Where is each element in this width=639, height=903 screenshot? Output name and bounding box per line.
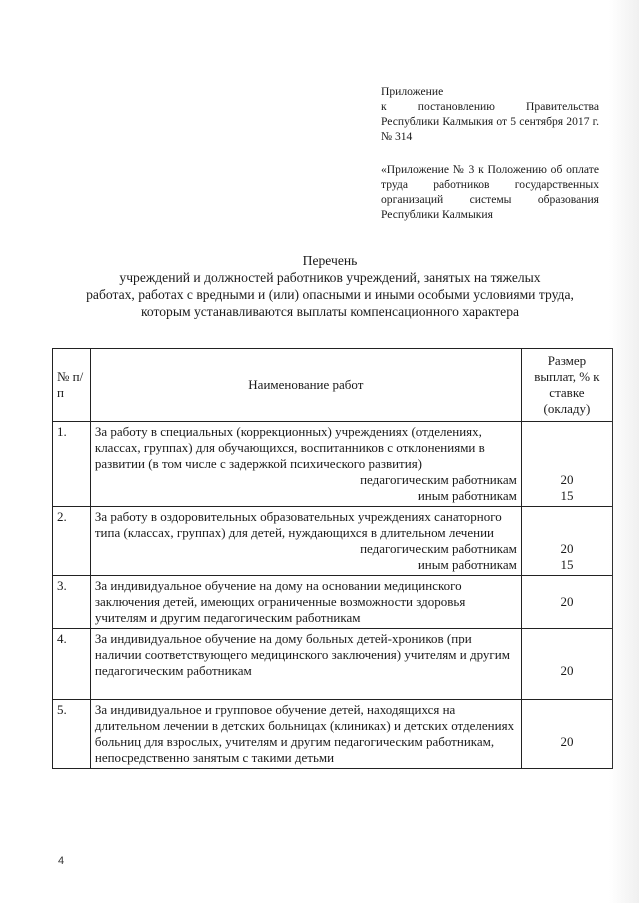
table-row [53, 700, 613, 769]
row-rate: 20 [521, 700, 612, 769]
sub-label: педагогическим работникам [360, 541, 517, 556]
row-num: 3. [53, 576, 91, 629]
row-rate: 20 [521, 576, 612, 629]
row-text: За индивидуальное обучение на дому больных детей-хроников (при наличии соответствующего медицинского заключения) учителям и другим педагогическим работникам [90, 629, 521, 700]
sub-rate: 15 [560, 488, 574, 503]
row-text: За работу в оздоровительных образовательных учреждениях санаторного типа (классах, группах) для детей, нуждающихся в длительном лечении [94, 509, 502, 540]
heading-line-1: учреждений и должностей работников учреждений, занятых на тяжелых [119, 270, 541, 285]
row-text: За индивидуальное и групповое обучение детей, находящихся на длительном лечении в детских больницах (клиниках) и детских отделениях больниц для взрослых, учителям и другим педагогическим работникам, непосредственно занятым с такими детьми [90, 700, 521, 769]
heading-line-2: работах, работах с вредными и (или) опасными и иными особыми условиями труда, [86, 287, 574, 302]
list-heading [50, 252, 610, 320]
scan-edge-shadow [609, 0, 639, 903]
compensation-table [52, 348, 613, 769]
sub-rate: 15 [560, 557, 574, 572]
row-rate: 20 [521, 629, 612, 700]
row-num: 4. [53, 629, 91, 700]
header-num: № п/п [53, 349, 91, 422]
row-text-cell [90, 422, 521, 507]
appendix-reference: «Приложение № 3 к Положению об оплате труда работников государственных организаций системы образования Республики Калмыкия [381, 163, 599, 221]
table-row [53, 576, 613, 629]
heading-line-3: которым устанавливаются выплаты компенсационного характера [140, 304, 520, 319]
row-text-cell [90, 507, 521, 576]
row-text: За индивидуальное обучение на дому на основании медицинского заключения детей, имеющих ограниченные возможности здоровья учителям и другим педагогическим работникам [90, 576, 521, 629]
row-num: 5. [53, 700, 91, 769]
row-num: 2. [53, 507, 91, 576]
sub-label: иным работникам [417, 488, 517, 503]
header-rate: Размер выплат, % к ставке (окладу) [521, 349, 612, 422]
row-text: За работу в специальных (коррекционных) учреждениях (отделениях, классах, группах) для обучающихся, воспитанников с отклонениями в развитии (в том числе с задержкой психического развития) [94, 424, 485, 471]
appendix-resolution: к постановлению Правительства Республики Калмыкия от 5 сентября 2017 г. № 314 [381, 100, 599, 143]
sub-label: педагогическим работникам [360, 472, 517, 487]
page-number: 4 [58, 855, 65, 867]
sub-rate: 20 [560, 472, 574, 487]
row-rate-cell [521, 422, 612, 507]
row-rate-cell [521, 507, 612, 576]
table-row [53, 507, 613, 576]
row-num: 1. [53, 422, 91, 507]
table-header-row [53, 349, 613, 422]
table-row [53, 422, 613, 507]
appendix-title: Приложение [381, 85, 444, 98]
sub-rate: 20 [560, 541, 574, 556]
sub-label: иным работникам [417, 557, 517, 572]
appendix-block [381, 84, 599, 222]
heading-title: Перечень [302, 253, 358, 268]
table-row [53, 629, 613, 700]
header-name: Наименование работ [90, 349, 521, 422]
